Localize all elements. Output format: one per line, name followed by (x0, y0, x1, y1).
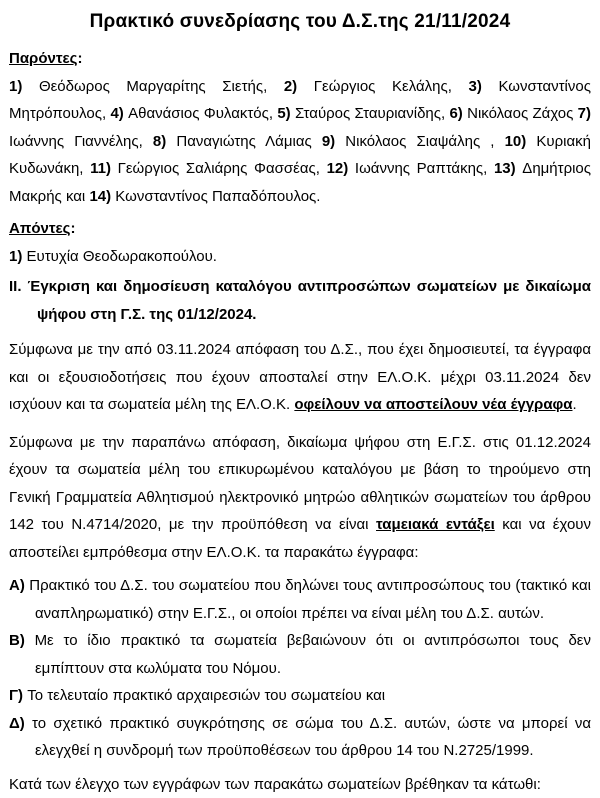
present-heading: Παρόντες: (9, 45, 591, 73)
required-documents-list (9, 572, 591, 765)
present-list: 1) Θεόδωρος Μαργαρίτης Σιετής, 2) Γεώργιος Κελάλης, 3) Κωνσταντίνος Μητρόπουλος, 4) Αθανάσιος Φυλακτός, 5) Σταύρος Σταυριανίδης, 6) Νικόλαος Ζάχος 7) Ιωάννης Γιαννέλης, 8) Παναγιώτης Λάμιας 9) Νικόλαος Σιαψάλης , 10) Κυριακή Κυδωνάκη, 11) Γεώργιος Σαλιάρης Φασσέας, 12) Ιωάννης Ραπτάκης, 13) Δημήτριος Μακρής και 14) Κωνσταντίνος Παπαδόπουλος. (9, 73, 591, 211)
paragraph-voting: Σύμφωνα με την παραπάνω απόφαση, δικαίωμα ψήφου στη Ε.Γ.Σ. στις 01.12.2024 έχουν τα σωματεία μέλη του επικυρωμένου καταλόγου με βάση το τηρούμενο στη Γενική Γραμματεία Αθλητισμού ηλεκτρονικό μητρώο αθλητικών σωματείων του άρθρου 142 του Ν.4714/2020, με την προϋπόθεση να είναι ταμειακά εντάξει και να έχουν αποστείλει εμπρόθεσμα στην ΕΛ.Ο.Κ. τα παρακάτω έγγραφα: (9, 429, 591, 567)
doc-title: Πρακτικό συνεδρίασης του Δ.Σ.της 21/11/2024 (9, 8, 591, 36)
agenda-item-heading: ΙΙ. Έγκριση και δημοσίευση καταλόγου αντιπροσώπων σωματείων με δικαίωμα ψήφου στη Γ.Σ. της 01/12/2024. (9, 273, 591, 328)
paragraph-decision: Σύμφωνα με την από 03.11.2024 απόφαση του Δ.Σ., που έχει δημοσιευτεί, τα έγγραφα και οι εξουσιοδοτήσεις που έχουν αποσταλεί στην ΕΛ.Ο.Κ. μέχρι 03.11.2024 δεν ισχύουν και τα σωματεία μέλη της ΕΛ.Ο.Κ. οφείλουν να αποστείλουν νέα έγγραφα. (9, 336, 591, 419)
absent-heading: Απόντες: (9, 215, 591, 243)
doc-item-b: Β) Με το ίδιο πρακτικό τα σωματεία βεβαιώνουν ότι οι αντιπρόσωποι τους δεν εμπίπτουν στα κωλύματα του Νόμου. (9, 627, 591, 682)
doc-item-a: Α) Πρακτικό του Δ.Σ. του σωματείου που δηλώνει τους αντιπροσώπους του (τακτικό και αναπληρωματικό) στην Ε.Γ.Σ., οι οποίοι πρέπει να είναι μέλη του Δ.Σ. αυτών. (9, 572, 591, 627)
closing-line: Κατά των έλεγχο των εγγράφων των παρακάτω σωματείων βρέθηκαν τα κάτωθι: (9, 771, 591, 798)
doc-item-c: Γ) Το τελευταίο πρακτικό αρχαιρεσιών του σωματείου και (9, 682, 591, 710)
doc-item-d: Δ) το σχετικό πρακτικό συγκρότησης σε σώμα του Δ.Σ. αυτών, ώστε να μπορεί να ελεγχθεί η συνδρομή των προϋποθέσεων του άρθρου 14 του Ν.2725/1999. (9, 710, 591, 765)
absent-list: 1) Ευτυχία Θεοδωρακοπούλου. (9, 243, 591, 271)
